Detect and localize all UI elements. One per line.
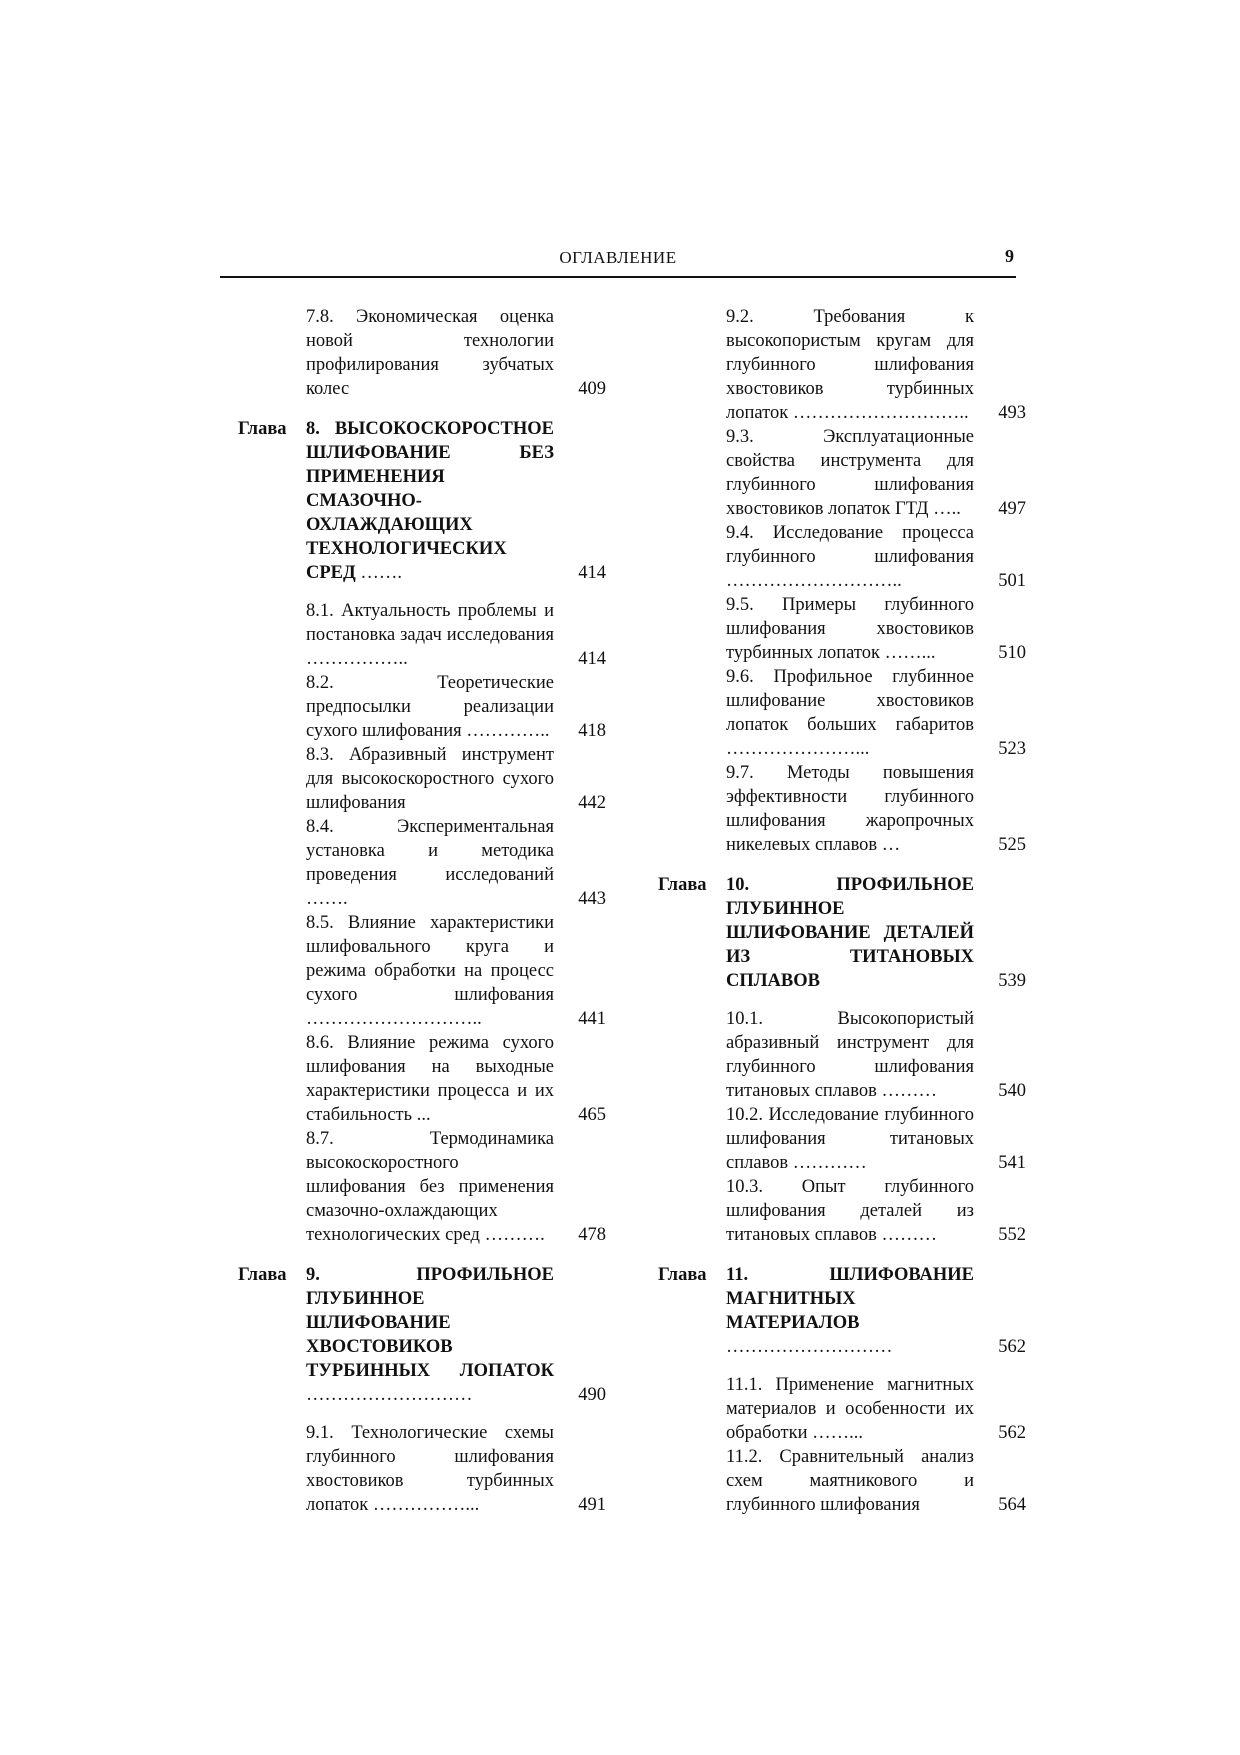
chapter-label [230, 815, 306, 911]
entry-page-number: 523 [998, 739, 1026, 759]
toc-entry[interactable] [650, 1373, 1030, 1445]
entry-title: 11.2. Сравнительный анализ схем маятникового и глубинного шлифования [726, 1447, 974, 1515]
dot-leader: ... [412, 1105, 431, 1125]
page-header [220, 244, 1016, 278]
entry-title: 10.2. Исследование глубинного шлифования титановых сплавов ………… [726, 1105, 974, 1173]
dot-leader: ……... [879, 643, 936, 663]
toc-entry[interactable] [230, 743, 610, 815]
entry-title: 10.3. Опыт глубинного шлифования деталей из титановых сплавов ……… [726, 1177, 974, 1245]
chapter-title: 11. ШЛИФОВАНИЕ МАГНИТНЫХ МАТЕРИАЛОВ ……………………… [726, 1265, 974, 1357]
chapter-label [650, 593, 726, 665]
dot-leader: ……... [807, 1423, 864, 1443]
entry-title: 8.1. Актуальность проблемы и постановка задач исследования …………….. [306, 601, 554, 669]
entry-title: 8.2. Теоретические предпосылки реализации сухого шлифования ………….. [306, 673, 554, 741]
entry-page-number: 442 [578, 793, 606, 813]
entry-title: 9.6. Профильное глубинное шлифование хвостовиков лопаток больших габаритов …………………... [726, 667, 974, 759]
toc-chapter-entry[interactable] [650, 1263, 1030, 1359]
entry-title: 9.3. Эксплуатационные свойства инструмента для глубинного шлифования хвостовиков лопаток ГТД ….. [726, 427, 974, 519]
chapter-title: 8. ВЫСОКОСКОРОСТНОЕ ШЛИФОВАНИЕ БЕЗ ПРИМЕНЕНИЯ СМАЗОЧНО-ОХЛАЖДАЮЩИХ ТЕХНОЛОГИЧЕСКИХ СРЕД ……. [306, 419, 554, 583]
dot-leader: ….. [928, 499, 961, 519]
entry-page-number: 409 [578, 379, 606, 399]
dot-leader: … [877, 835, 901, 855]
chapter-label [230, 1031, 306, 1127]
entry-page-number: 414 [578, 563, 606, 583]
chapter-label [230, 599, 306, 671]
dot-leader: ……. [355, 563, 402, 583]
chapter-label [230, 1127, 306, 1247]
toc-entry[interactable] [650, 1175, 1030, 1247]
chapter-label [650, 1007, 726, 1103]
toc-entry[interactable] [230, 1127, 610, 1247]
toc-entry[interactable] [230, 1421, 610, 1517]
running-title: ОГЛАВЛЕНИЕ [559, 248, 677, 267]
entry-page-number: 441 [578, 1009, 606, 1029]
dot-leader: ……………………….. [726, 571, 902, 591]
entry-title: 10.1. Высокопористый абразивный инструмент для глубинного шлифования титановых сплавов ……… [726, 1009, 974, 1101]
dot-leader: ……………………… [726, 1337, 893, 1357]
chapter-label [230, 671, 306, 743]
toc-entry[interactable] [230, 815, 610, 911]
chapter-label [650, 425, 726, 521]
page-number: 9 [1005, 246, 1014, 266]
dot-leader: ……………………… [306, 1385, 473, 1405]
entry-page-number: 493 [998, 403, 1026, 423]
entry-title: 11.1. Применение магнитных материалов и особенности их обработки ……... [726, 1375, 974, 1443]
entry-page-number: 540 [998, 1081, 1026, 1101]
entry-page-number: 465 [578, 1105, 606, 1125]
dot-leader: ………. [479, 1225, 545, 1245]
entry-page-number: 491 [578, 1495, 606, 1515]
chapter-title: 9. ПРОФИЛЬНОЕ ГЛУБИННОЕ ШЛИФОВАНИЕ ХВОСТОВИКОВ ТУРБИННЫХ ЛОПАТОК ……………………… [306, 1265, 554, 1405]
dot-leader: …………….. [306, 649, 408, 669]
entry-title: 9.4. Исследование процесса глубинного шлифования ……………………….. [726, 523, 974, 591]
entry-page-number: 418 [578, 721, 606, 741]
toc-entry[interactable] [650, 521, 1030, 593]
toc-entry[interactable] [230, 1031, 610, 1127]
chapter-label [230, 743, 306, 815]
toc-entry[interactable] [230, 305, 610, 401]
entry-page-number: 510 [998, 643, 1026, 663]
dot-leader: …………………... [726, 739, 870, 759]
toc-entry[interactable] [650, 761, 1030, 857]
toc-entry[interactable] [230, 911, 610, 1031]
toc-entry[interactable] [650, 665, 1030, 761]
entry-title: 9.2. Требования к высокопористым кругам для глубинного шлифования хвостовиков турбинных лопаток ……………………….. [726, 307, 974, 423]
toc-entry[interactable] [650, 425, 1030, 521]
toc-chapter-entry[interactable] [230, 417, 610, 585]
entry-title: 8.5. Влияние характеристики шлифовального круга и режима обработки на процесс сухого шлифования ……………………….. [306, 913, 554, 1029]
chapter-label [650, 1175, 726, 1247]
toc-entry[interactable] [650, 593, 1030, 665]
dot-leader: ………… [788, 1153, 867, 1173]
dot-leader: ………….. [461, 721, 550, 741]
chapter-title: 10. ПРОФИЛЬНОЕ ГЛУБИННОЕ ШЛИФОВАНИЕ ДЕТАЛЕЙ ИЗ ТИТАНОВЫХ СПЛАВОВ [726, 875, 974, 991]
entry-page-number: 541 [998, 1153, 1026, 1173]
chapter-label [230, 1421, 306, 1517]
toc-entry[interactable] [650, 1445, 1030, 1517]
chapter-label [230, 911, 306, 1031]
chapter-label: Глава [658, 1265, 707, 1285]
chapter-label [650, 1445, 726, 1517]
dot-leader: ……. [306, 889, 348, 909]
chapter-label [230, 305, 306, 401]
chapter-label: Глава [658, 875, 707, 895]
entry-title: 9.7. Методы повышения эффективности глубинного шлифования жаропрочных никелевых сплавов … [726, 763, 974, 855]
chapter-label [650, 521, 726, 593]
entry-page-number: 564 [998, 1495, 1026, 1515]
entry-page-number: 478 [578, 1225, 606, 1245]
dot-leader: ……………... [368, 1495, 480, 1515]
toc-chapter-entry[interactable] [650, 873, 1030, 993]
chapter-label [650, 665, 726, 761]
entry-page-number: 501 [998, 571, 1026, 591]
entry-title: 8.4. Экспериментальная установка и методика проведения исследований ……. [306, 817, 554, 909]
entry-page-number: 552 [998, 1225, 1026, 1245]
chapter-label [650, 1373, 726, 1445]
toc-column-left [230, 305, 610, 1517]
toc-entry[interactable] [230, 671, 610, 743]
toc-entry[interactable] [650, 305, 1030, 425]
chapter-label: Глава [238, 419, 287, 439]
chapter-label: Глава [238, 1265, 287, 1285]
dot-leader: ……… [876, 1081, 937, 1101]
entry-title: 9.5. Примеры глубинного шлифования хвостовиков турбинных лопаток ……... [726, 595, 974, 663]
entry-title: 7.8. Экономическая оценка новой технологии профилирования зубчатых колес [306, 307, 554, 399]
entry-page-number: 497 [998, 499, 1026, 519]
entry-title: 8.6. Влияние режима сухого шлифования на выходные характеристики процесса и их стабильность ... [306, 1033, 554, 1125]
entry-page-number: 525 [998, 835, 1026, 855]
chapter-label [650, 761, 726, 857]
toc-column-right [650, 305, 1030, 1517]
entry-title: 8.7. Термодинамика высокоскоростного шлифования без применения смазочно-охлаждающих технологических сред ………. [306, 1129, 554, 1245]
dot-leader: ……………………….. [788, 403, 969, 423]
entry-page-number: 562 [998, 1423, 1026, 1443]
dot-leader: ……… [876, 1225, 937, 1245]
entry-page-number: 443 [578, 889, 606, 909]
dot-leader: ……………………….. [306, 1009, 482, 1029]
entry-page-number: 539 [998, 971, 1026, 991]
toc-entry[interactable] [650, 1007, 1030, 1103]
chapter-label [650, 305, 726, 425]
chapter-label [650, 1103, 726, 1175]
toc-entry[interactable] [650, 1103, 1030, 1175]
toc-entry[interactable] [230, 599, 610, 671]
entry-page-number: 490 [578, 1385, 606, 1405]
toc-chapter-entry[interactable] [230, 1263, 610, 1407]
entry-page-number: 562 [998, 1337, 1026, 1357]
entry-page-number: 414 [578, 649, 606, 669]
entry-title: 9.1. Технологические схемы глубинного шлифования хвостовиков турбинных лопаток ……………... [306, 1423, 554, 1515]
entry-title: 8.3. Абразивный инструмент для высокоскоростного сухого шлифования [306, 745, 554, 813]
